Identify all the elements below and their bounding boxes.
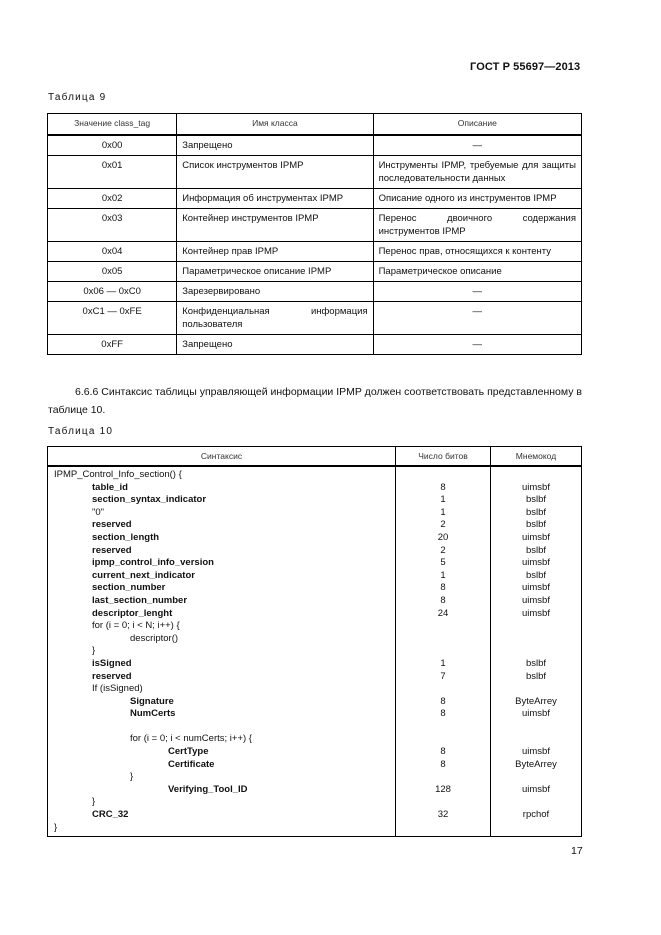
syntax-column: [48, 466, 396, 837]
table-row: [48, 189, 582, 209]
class-description: Перенос прав, относящихся к контенту: [373, 242, 581, 262]
syntax-table: [47, 446, 582, 837]
class-description: Перенос двоичного содержания инструментов IPMP: [373, 209, 581, 242]
column-header-description: Описание: [373, 114, 581, 136]
syntax-line: descriptor(): [130, 632, 179, 644]
bit-count-cell: 1: [440, 657, 446, 669]
mnemonic-cell: [491, 771, 581, 784]
column-header-class-name: Имя класса: [177, 114, 373, 136]
bit-count-cell: 24: [437, 607, 449, 619]
bit-count-cell: 128: [435, 783, 451, 795]
class-name: Конфиденциальная информация пользователя: [177, 302, 373, 335]
syntax-line: reserved: [92, 670, 132, 682]
mnemonic-cell: uimsbf: [522, 557, 550, 569]
class-tag-value: 0x03: [48, 209, 177, 242]
syntax-line: section_syntax_indicator: [92, 494, 207, 506]
bit-count-cell: [396, 822, 490, 835]
class-tag-table: [47, 113, 582, 355]
table-9-caption: Таблица 9: [48, 92, 107, 103]
syntax-line: }: [54, 821, 58, 833]
syntax-line: [48, 721, 395, 734]
class-tag-value: 0xC1 — 0xFE: [48, 302, 177, 335]
syntax-line: CertType: [168, 746, 209, 758]
mnemonic-cell: bslbf: [525, 657, 547, 669]
bit-count-column: [396, 466, 491, 837]
syntax-line: NumCerts: [130, 708, 176, 720]
bit-count-cell: 20: [437, 531, 449, 543]
syntax-line: reserved: [92, 519, 132, 531]
syntax-line: IPMP_Control_Info_section() {: [54, 469, 182, 480]
table-row: [48, 302, 582, 335]
bit-count-cell: 8: [440, 695, 446, 707]
class-name: Запрещено: [177, 335, 373, 355]
mnemonic-column: [491, 466, 582, 837]
class-description: Инструменты IPMP, требуемые для защиты последовательности данных: [373, 156, 581, 189]
mnemonic-cell: uimsbf: [522, 481, 550, 493]
class-name: Контейнер инструментов IPMP: [177, 209, 373, 242]
document-header: ГОСТ Р 55697—2013: [470, 61, 581, 73]
table-row: [48, 335, 582, 355]
syntax-line: Certificate: [168, 758, 215, 770]
table-row: [48, 282, 582, 302]
class-description: —: [373, 302, 581, 335]
class-tag-value: 0x06 — 0xC0: [48, 282, 177, 302]
table-row: [48, 242, 582, 262]
bit-count-cell: 8: [440, 758, 446, 770]
bit-count-cell: 2: [440, 519, 446, 531]
mnemonic-cell: uimsbf: [522, 607, 550, 619]
bit-count-cell: 8: [440, 746, 446, 758]
column-header-syntax: Синтаксис: [48, 447, 396, 467]
bit-count-cell: 1: [440, 494, 446, 506]
syntax-line: If (isSigned): [92, 683, 143, 695]
mnemonic-cell: ByteArrey: [515, 758, 557, 770]
class-tag-value: 0x04: [48, 242, 177, 262]
bit-count-cell: [396, 796, 490, 809]
mnemonic-cell: [491, 645, 581, 658]
class-description: Параметрическое описание: [373, 262, 581, 282]
table-10-caption: Таблица 10: [48, 426, 114, 437]
bit-count-cell: [396, 469, 490, 482]
bit-count-cell: [396, 633, 490, 646]
column-header-class-tag: Значение class_tag: [48, 114, 177, 136]
syntax-line: section_number: [92, 582, 166, 594]
mnemonic-cell: bslbf: [525, 494, 547, 506]
table-row: [48, 135, 582, 156]
class-tag-value: 0xFF: [48, 335, 177, 355]
table-row: [48, 262, 582, 282]
bit-count-cell: [396, 733, 490, 746]
mnemonic-cell: bslbf: [525, 670, 547, 682]
bit-count-cell: 8: [440, 481, 446, 493]
syntax-line: current_next_indicator: [92, 569, 195, 581]
mnemonic-cell: [491, 733, 581, 746]
class-name: Запрещено: [177, 135, 373, 156]
syntax-line: for (i = 0; i < N; i++) {: [92, 620, 180, 632]
class-description: —: [373, 135, 581, 156]
table-row: [48, 156, 582, 189]
class-description: —: [373, 335, 581, 355]
syntax-line: reserved: [92, 544, 132, 556]
table-row: [48, 209, 582, 242]
column-header-mnemonic: Мнемокод: [491, 447, 582, 467]
bit-count-cell: 1: [440, 569, 446, 581]
mnemonic-cell: uimsbf: [522, 746, 550, 758]
mnemonic-cell: uimsbf: [522, 531, 550, 543]
class-name: Список инструментов IPMP: [177, 156, 373, 189]
bit-count-cell: 8: [440, 708, 446, 720]
syntax-line: }: [92, 645, 96, 657]
bit-count-cell: [396, 645, 490, 658]
syntax-line: Verifying_Tool_ID: [168, 783, 248, 795]
class-tag-value: 0x02: [48, 189, 177, 209]
syntax-line: for (i = 0; i < numCerts; i++) {: [130, 733, 252, 745]
bit-count-cell: 2: [440, 544, 446, 556]
mnemonic-cell: [491, 620, 581, 633]
class-name: Информация об инструментах IPMP: [177, 189, 373, 209]
mnemonic-cell: ByteArrey: [515, 695, 557, 707]
mnemonic-cell: bslbf: [525, 544, 547, 556]
bit-count-cell: [396, 721, 490, 734]
mnemonic-cell: [491, 822, 581, 835]
column-header-bit-count: Число битов: [396, 447, 491, 467]
mnemonic-cell: [491, 633, 581, 646]
class-description: —: [373, 282, 581, 302]
class-tag-value: 0x05: [48, 262, 177, 282]
bit-count-cell: [396, 771, 490, 784]
syntax-line: last_section_number: [92, 594, 188, 606]
class-name: Параметрическое описание IPMP: [177, 262, 373, 282]
bit-count-cell: [396, 620, 490, 633]
bit-count-cell: 7: [440, 670, 446, 682]
mnemonic-cell: uimsbf: [522, 594, 550, 606]
bit-count-cell: 5: [440, 557, 446, 569]
mnemonic-cell: bslbf: [525, 569, 547, 581]
bit-count-cell: 8: [440, 594, 446, 606]
class-description: Описание одного из инструментов IPMP: [373, 189, 581, 209]
section-paragraph: 6.6.6 Синтаксис таблицы управляющей информации IPMP должен соответствовать представленному в таблице 10.: [48, 386, 582, 416]
class-name: Контейнер прав IPMP: [177, 242, 373, 262]
mnemonic-cell: [491, 721, 581, 734]
syntax-line: }: [92, 796, 96, 808]
mnemonic-cell: uimsbf: [522, 708, 550, 720]
mnemonic-cell: bslbf: [525, 519, 547, 531]
page-number: 17: [571, 845, 583, 857]
bit-count-cell: 8: [440, 582, 446, 594]
class-name: Зарезервировано: [177, 282, 373, 302]
syntax-line: CRC_32: [92, 809, 129, 821]
syntax-line: table_id: [92, 481, 128, 493]
bit-count-cell: [396, 683, 490, 696]
syntax-line: "0": [92, 506, 105, 518]
mnemonic-cell: [491, 683, 581, 696]
syntax-line: }: [130, 771, 134, 783]
syntax-line: ipmp_control_info_version: [92, 557, 214, 569]
syntax-line: section_length: [92, 531, 160, 543]
bit-count-cell: 32: [437, 809, 449, 821]
mnemonic-cell: uimsbf: [522, 582, 550, 594]
syntax-line: Signature: [130, 695, 174, 707]
bit-count-cell: 1: [440, 506, 446, 518]
syntax-line: isSigned: [92, 657, 132, 669]
syntax-line: descriptor_lenght: [92, 607, 173, 619]
mnemonic-cell: [491, 796, 581, 809]
mnemonic-cell: bslbf: [525, 506, 547, 518]
class-tag-value: 0x00: [48, 135, 177, 156]
class-tag-value: 0x01: [48, 156, 177, 189]
mnemonic-cell: rpchof: [522, 809, 550, 821]
mnemonic-cell: [491, 469, 581, 482]
mnemonic-cell: uimsbf: [522, 783, 550, 795]
